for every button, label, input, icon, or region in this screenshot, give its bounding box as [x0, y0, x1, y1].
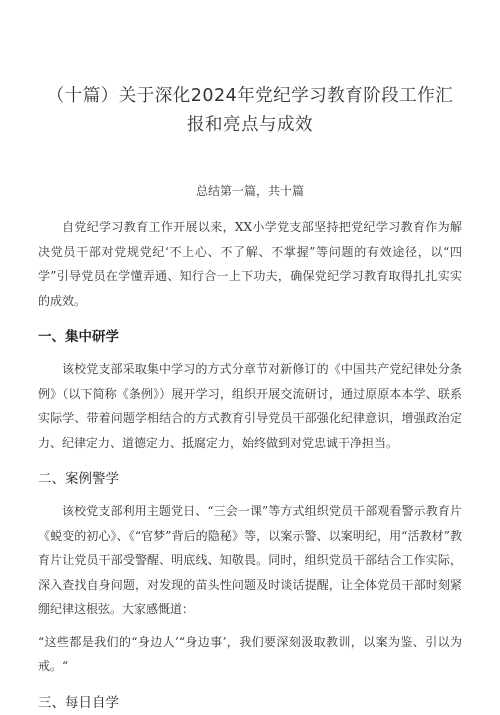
- section-1-paragraph: 该校党支部采取集中学习的方式分章节对新修订的《中国共产党纪律处分条例》（以下简称《条例》）展开学习，组织开展交流研讨，通过原原本本学、联系实际学、带着问题学相结合的方式教育引导党员干部强化纪律意识，增强政治定力、纪律定力、道德定力、抵腐定力，始终做到对党忠诚干净担当。: [38, 362, 462, 450]
- section-2-paragraph: 该校党支部利用主题党日、“三会一课”等方式组织党员干部观看警示教育片《蜕变的初心》、《“官梦”背后的隐秘》等，以案示警、以案明纪，用“活教材”教育片让党员干部受警醒、明底线、知敬畏。同时，组织党员干部结合工作实际，深入查找自身问题，对发现的苗头性问题及时谈话提醒，让全体党员干部时刻紧绷纪律这根弦。大家感慨道：: [38, 504, 462, 616]
- section-heading-3: 三、每日自学: [38, 694, 119, 711]
- section-heading-2: 二、案例警学: [38, 471, 119, 487]
- section-heading-1: 一、集中研学: [38, 329, 119, 345]
- document-subtitle: 总结第一篇，共十篇: [195, 184, 304, 198]
- intro-paragraph: 自党纪学习教育工作开展以来，XX小学党支部坚持把党纪学习教育作为解决党员干部对党规党纪‘不上心、不了解、不掌握”等问题的有效途径，以“四学”引导党员在学懂弄通、知行合一上下功夫，确保党纪学习教育取得扎扎实实的成效。: [38, 220, 462, 308]
- section-2-quote: “这些都是我们的“身边人’“身边事’，我们要深刻汲取教训，以案为鉴、引以为戒。“: [38, 634, 462, 673]
- document-title: （十篇）关于深化2024年党纪学习教育阶段工作汇报和亮点与成效: [46, 86, 454, 135]
